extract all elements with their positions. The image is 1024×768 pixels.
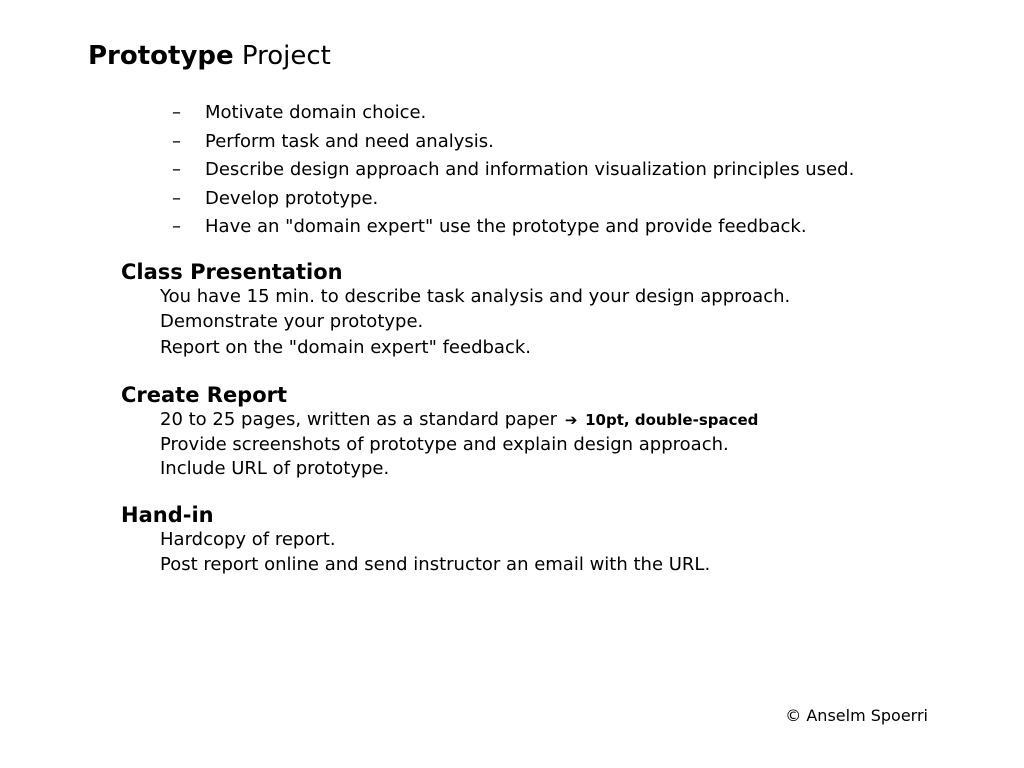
create-report-line (160, 408, 758, 433)
class-presentation-line: You have 15 min. to describe task analysis and your design approach. (160, 286, 791, 307)
task-item-text: Motivate domain choice. (205, 102, 427, 123)
dash-bullet-icon: – (172, 102, 181, 123)
create-report-section (121, 382, 758, 482)
format-emphasis: 10pt, double-spaced (585, 411, 759, 429)
task-item-text: Describe design approach and information visualization principles used. (205, 159, 855, 180)
task-item-text: Perform task and need analysis. (205, 130, 494, 152)
copyright-footer: © Anselm Spoerri (785, 706, 928, 725)
dash-bullet-icon: – (172, 187, 181, 209)
task-item (172, 185, 854, 214)
task-list (172, 99, 854, 242)
dash-bullet-icon: – (172, 159, 181, 180)
class-presentation-line: Report on the "domain expert" feedback. (160, 337, 531, 358)
class-presentation-heading: Class Presentation (121, 260, 343, 284)
task-item-text: Develop prototype. (205, 187, 379, 209)
right-arrow-icon: ➔ (564, 411, 578, 429)
class-presentation-line: Demonstrate your prototype. (160, 310, 424, 332)
dash-bullet-icon: – (172, 216, 181, 237)
hand-in-heading: Hand-in (121, 503, 214, 527)
class-presentation-section (121, 259, 790, 361)
task-item-text: Have an "domain expert" use the prototype and provide feedback. (205, 216, 807, 237)
dash-bullet-icon: – (172, 130, 181, 152)
create-report-line: Include URL of prototype. (160, 458, 390, 479)
slide-title-rest: Project (241, 41, 331, 71)
task-item (172, 156, 854, 185)
hand-in-section (121, 502, 710, 577)
task-item (172, 128, 854, 157)
create-report-line: Provide screenshots of prototype and explain design approach. (160, 433, 729, 455)
task-item (172, 99, 854, 128)
task-item (172, 213, 854, 242)
create-report-heading: Create Report (121, 383, 288, 407)
slide-title-bold: Prototype (88, 41, 234, 71)
slide-title (88, 38, 331, 74)
create-report-page-count: 20 to 25 pages, written as a standard paper (160, 409, 558, 430)
hand-in-line: Hardcopy of report. (160, 529, 336, 550)
hand-in-line: Post report online and send instructor an email with the URL. (160, 553, 711, 575)
